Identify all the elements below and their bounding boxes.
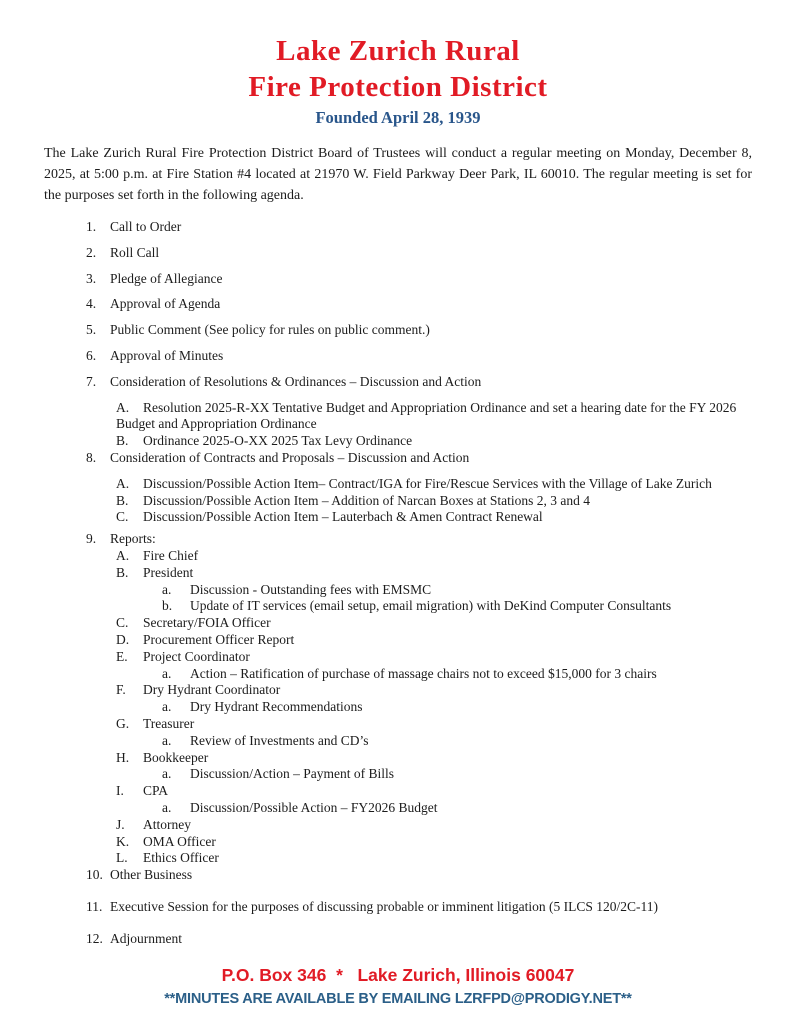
agenda-item-text: Ordinance 2025-O-XX 2025 Tax Levy Ordinance (143, 433, 413, 449)
agenda-item-text: Roll Call (110, 244, 160, 260)
agenda-item-marker: 2. (86, 244, 97, 260)
agenda-item (0, 766, 796, 783)
agenda-item (0, 899, 796, 916)
agenda-item-marker: b. (162, 598, 173, 614)
agenda-item (0, 834, 796, 851)
agenda-item-marker: 7. (86, 373, 97, 389)
agenda-item (0, 666, 796, 683)
agenda-item-marker: a. (162, 732, 172, 748)
agenda-item-text: Pledge of Allegiance (110, 270, 223, 286)
agenda-item-marker: C. (116, 615, 129, 631)
agenda-item (0, 598, 796, 615)
agenda-item (0, 649, 796, 666)
agenda-item-text: President (143, 564, 194, 580)
agenda-item (0, 450, 796, 467)
agenda-item-text: Treasurer (143, 715, 195, 731)
agenda-item-marker: I. (116, 783, 124, 799)
agenda-item (0, 493, 796, 510)
agenda-item-marker: A. (116, 399, 130, 415)
agenda-item-marker: 5. (86, 322, 97, 338)
agenda-item-marker: 11. (86, 898, 103, 914)
agenda-item-text: OMA Officer (143, 833, 216, 849)
agenda-item-marker: E. (116, 648, 128, 664)
agenda-item-text: Call to Order (110, 219, 182, 234)
agenda-item-marker: 8. (86, 449, 97, 465)
agenda-item-text: Bookkeeper (143, 749, 209, 765)
agenda-item (0, 716, 796, 733)
agenda-item (0, 632, 796, 649)
agenda-item (0, 565, 796, 582)
agenda-item-marker: B. (116, 492, 129, 508)
agenda-item-marker: 10. (86, 867, 103, 883)
agenda-item-marker: F. (116, 682, 126, 698)
agenda-item-text: Discussion/Possible Action – FY2026 Budget (190, 799, 438, 815)
agenda-item (0, 699, 796, 716)
agenda-item-marker: K. (116, 833, 130, 849)
agenda-item (0, 296, 796, 313)
agenda-item (0, 615, 796, 632)
agenda-item-text: Approval of Minutes (110, 347, 224, 363)
agenda-item (0, 783, 796, 800)
agenda-item (0, 400, 796, 434)
agenda-item-marker: a. (162, 581, 172, 597)
agenda-item-text: Attorney (143, 816, 191, 832)
agenda-item-marker: L. (116, 850, 128, 866)
agenda-item (0, 850, 796, 867)
agenda-item-marker: A. (116, 547, 130, 563)
agenda-item-text: Discussion/Possible Action Item– Contract/IGA for Fire/Rescue Services with the Village of Lake Zurich (143, 475, 712, 491)
agenda-item-text: Adjournment (110, 930, 182, 946)
agenda-item (0, 750, 796, 767)
agenda-item-text: CPA (143, 783, 169, 799)
agenda-item (0, 582, 796, 599)
agenda-item-marker: 6. (86, 347, 97, 363)
agenda-item-text: Consideration of Resolutions & Ordinances – Discussion and Action (110, 373, 482, 389)
agenda-item-text: Other Business (110, 867, 193, 883)
agenda-item-text: Secretary/FOIA Officer (143, 615, 271, 631)
intro-paragraph: The Lake Zurich Rural Fire Protection District Board of Trustees will conduct a regular meeting on Monday, December 8, 2025, at 5:00 p.m. at Fire Station #4 located at 21970 W. Field Parkway Deer Park, IL 60010. The regular meeting is set for the purposes set forth in the following agenda. (44, 146, 752, 203)
agenda-item-text: Dry Hydrant Recommendations (190, 699, 363, 715)
agenda-item-marker: a. (162, 766, 172, 782)
agenda-item-text: Public Comment (See policy for rules on public comment.) (110, 322, 430, 338)
title-line-1: Lake Zurich Rural (276, 35, 520, 67)
agenda-item-marker: A. (116, 475, 130, 491)
footer-address: P.O. Box 346 * Lake Zurich, Illinois 60047 (221, 965, 575, 986)
agenda-item (0, 867, 796, 884)
agenda-item-text: Update of IT services (email setup, email migration) with DeKind Computer Consultants (190, 598, 672, 614)
agenda-item (0, 245, 796, 262)
agenda-item-text: Project Coordinator (143, 648, 250, 664)
agenda-item (0, 476, 796, 493)
agenda-item (0, 433, 796, 450)
founded-subtitle: Founded April 28, 1939 (315, 108, 481, 127)
agenda-item-marker: H. (116, 749, 130, 765)
agenda-item-marker: 9. (86, 531, 97, 547)
agenda-item-text: Discussion/Possible Action Item – Addition of Narcan Boxes at Stations 2, 3 and 4 (143, 492, 590, 508)
agenda-item-marker: G. (116, 715, 130, 731)
agenda-item (0, 548, 796, 565)
agenda-item-marker: B. (116, 433, 129, 449)
agenda-item (0, 817, 796, 834)
agenda-item (0, 509, 796, 526)
footer-minutes-note: **MINUTES ARE AVAILABLE BY EMAILING LZRFPD@PRODIGY.NET** (164, 991, 632, 1008)
agenda-item-text: Discussion/Action – Payment of Bills (190, 766, 394, 782)
agenda-item-text: Procurement Officer Report (143, 631, 295, 647)
agenda-item (0, 531, 796, 548)
agenda-item (0, 931, 796, 948)
agenda-item-text: Resolution 2025-R-XX Tentative Budget and Appropriation Ordinance and set a hearing date for the FY 2026 Budget and Appropriation Ordinance (116, 399, 737, 432)
agenda-item-marker: a. (162, 799, 172, 815)
agenda-item-marker: a. (162, 699, 172, 715)
agenda-list (0, 219, 796, 947)
agenda-item-text: Action – Ratification of purchase of massage chairs not to exceed $15,000 for 3 chairs (190, 665, 657, 681)
agenda-item-marker: C. (116, 509, 129, 525)
agenda-item (0, 733, 796, 750)
agenda-item-marker: D. (116, 631, 130, 647)
agenda-item-text: Consideration of Contracts and Proposals – Discussion and Action (110, 449, 470, 465)
agenda-item (0, 800, 796, 817)
agenda-item-text: Discussion - Outstanding fees with EMSMC (190, 581, 432, 597)
agenda-item (0, 348, 796, 365)
agenda-item-marker: 3. (86, 270, 97, 286)
title-line-2: Fire Protection District (248, 71, 548, 103)
agenda-item-marker: J. (116, 816, 125, 832)
agenda-item-text: Dry Hydrant Coordinator (143, 682, 281, 698)
agenda-item-text: Ethics Officer (143, 850, 219, 866)
agenda-item-text: Approval of Agenda (110, 296, 221, 312)
agenda-item-marker: a. (162, 665, 172, 681)
agenda-item (0, 374, 796, 391)
document-header (0, 0, 796, 128)
agenda-item-text: Executive Session for the purposes of discussing probable or imminent litigation (5 ILCS 120/2C-11) (110, 898, 659, 914)
agenda-item-marker: 12. (86, 930, 103, 946)
agenda-item-marker: 1. (86, 219, 97, 234)
agenda-item-text: Reports: (110, 531, 156, 547)
agenda-item-marker: 4. (86, 296, 97, 312)
agenda-item-text: Review of Investments and CD’s (190, 732, 369, 748)
agenda-item-text: Discussion/Possible Action Item – Lauterbach & Amen Contract Renewal (143, 509, 543, 525)
agenda-item (0, 271, 796, 288)
agenda-item (0, 682, 796, 699)
agenda-item (0, 322, 796, 339)
agenda-item (0, 219, 796, 236)
agenda-item-marker: B. (116, 564, 129, 580)
agenda-item-text: Fire Chief (143, 547, 199, 563)
document-footer (0, 964, 796, 1009)
